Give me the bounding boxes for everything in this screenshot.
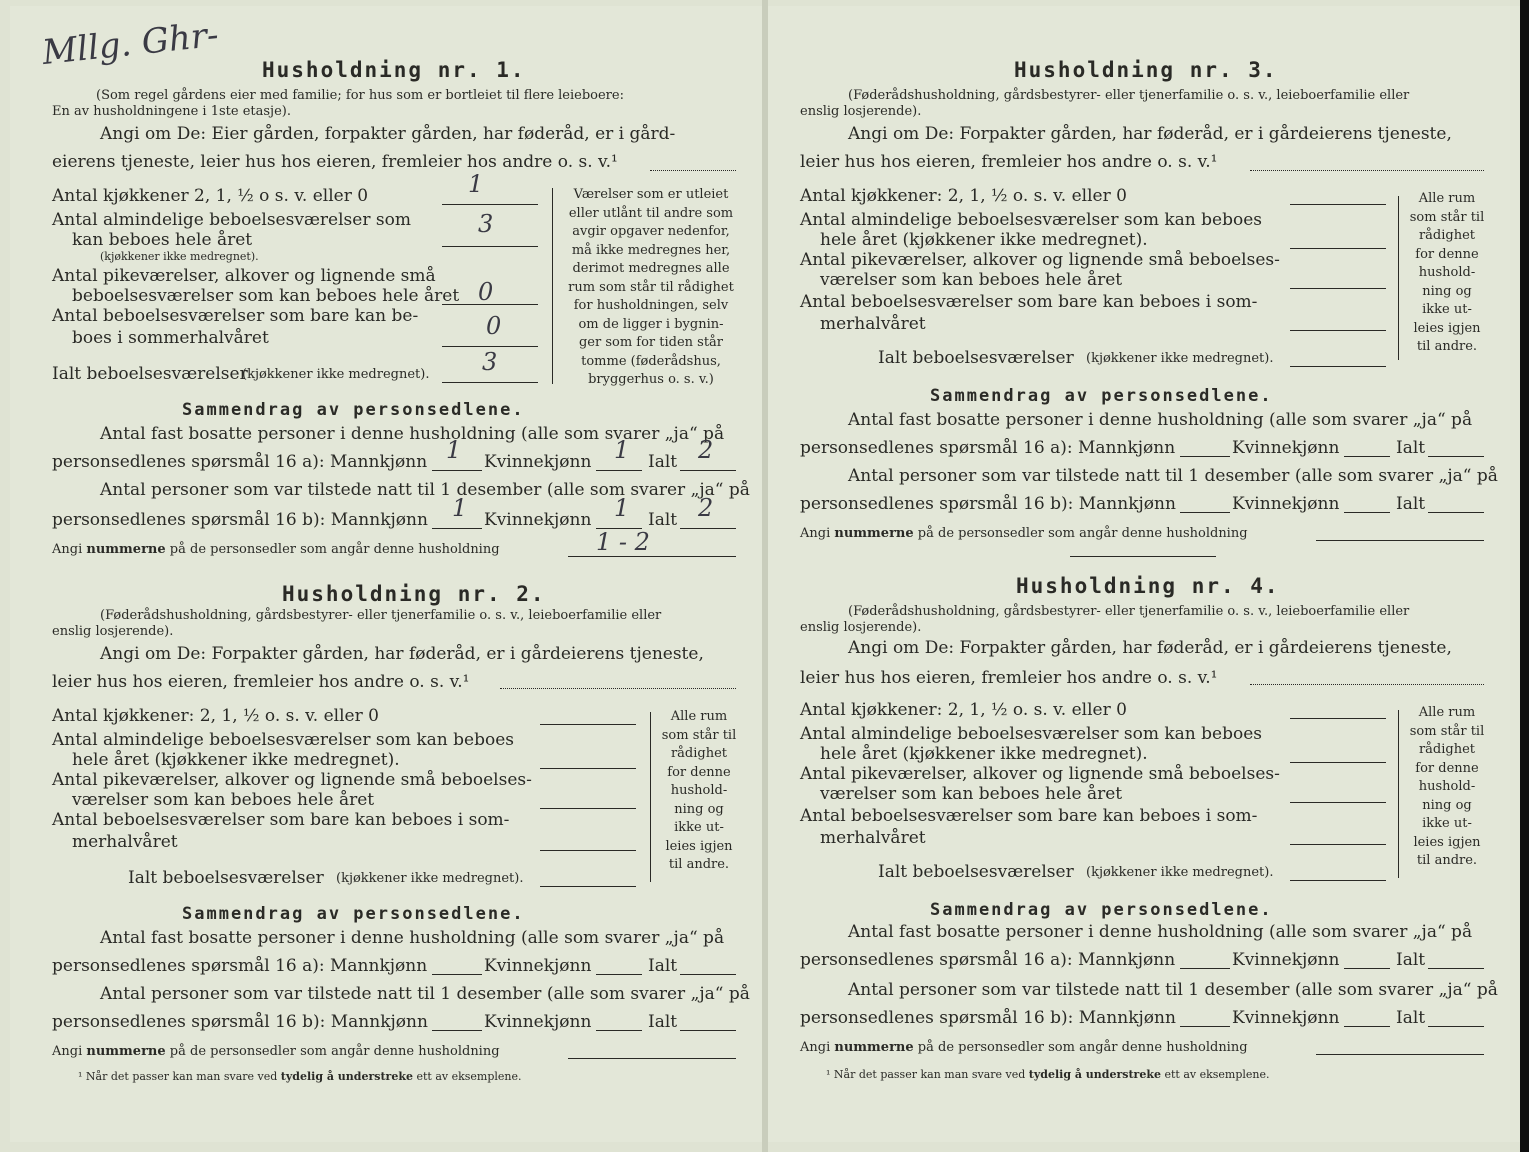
h1-side-note: Værelser som er utleiet eller utlånt til andre som avgir opgaver nedenfor, må ikke medregnes her, derimot medregnes alle rum som står til rådighet for husholdningen, selv om de ligger i bygnin- ger som for tiden står tomme (føderådshus, bryggerhus o. s. v.) [568,187,734,387]
h1-numbers-c: på de personsedler som angår denne husholdning [169,542,500,557]
h3-angi-line1: Angi om De: Forpakter gården, har føderåd, er i gårdeierens tjeneste, [848,124,1452,144]
h3-angi-line2: leier hus hos eieren, fremleier hos andre o. s. v.¹ [800,152,1218,172]
right-footnote [826,1068,1270,1081]
h2-maid-line1: Antal pikeværelser, alkover og lignende små beboelses- [52,770,532,790]
h1-maid-line2: beboelsesværelser som kan beboes hele året [72,286,460,306]
h4-pres-male-line[interactable] [1180,1026,1230,1027]
h1-res-female-line [596,470,642,471]
h1-angi-answer-line[interactable] [650,170,736,171]
h1-maid-line [442,304,538,305]
section-separator [1070,556,1216,557]
h2-resident-line1: Antal fast bosatte personer i denne husholdning (alle som svarer „ja“ på [100,928,725,948]
h1-numbers-label [52,542,500,557]
h3-rooms-line[interactable] [1290,248,1386,249]
h2-summer-line1: Antal beboelsesværelser som bare kan beboes i som- [52,810,510,830]
household-4-title: Husholdning nr. 4. [1016,574,1280,598]
h2-rooms-line[interactable] [540,768,636,769]
h3-maid-line[interactable] [1290,288,1386,289]
h4-present-line1: Antal personer som var tilstede natt til 1 desember (alle som svarer „ja“ på [848,980,1498,1000]
h4-maid-line2: værelser som kan beboes hele året [820,784,1123,804]
h1-kitchens-value: 1 [468,170,484,198]
h4-side-note: Alle rum som står til rådighet for denne hushold- ning og ikke ut- leies igjen til andre. [1409,705,1485,868]
h4-rooms-line1: Antal almindelige beboelsesværelser som kan beboes [800,724,1262,744]
h1-present-line1: Antal personer som var tilstede natt til 1 desember (alle som svarer „ja“ på [100,480,750,500]
h4-intro-line1: (Føderådshusholdning, gårdsbestyrer- eller tjenerfamilie o. s. v., leieboerfamilie eller [848,604,1410,619]
h3-summer-line[interactable] [1290,330,1386,331]
h1-summer-value: 0 [486,312,502,340]
h4-maid-line1: Antal pikeværelser, alkover og lignende små beboelses- [800,764,1280,784]
h2-brace [650,712,651,882]
h4-rooms-line2: hele året (kjøkkener ikke medregnet). [820,744,1148,764]
h3-pres-male-line[interactable] [1180,512,1230,513]
h3-maid-line2: værelser som kan beboes hele året [820,270,1123,290]
h1-numbers-value: 1 - 2 [596,528,650,556]
h3-resident-line2: personsedlenes spørsmål 16 a): Mannkjønn [800,438,1176,458]
h1-res-total-value: 2 [698,436,714,464]
h3-total-label: Ialt beboelsesværelser [878,348,1074,368]
h2-total-line[interactable] [540,886,636,887]
h1-pres-total-line [680,528,736,529]
h2-intro-line2: enslig losjerende). [52,624,174,639]
h2-maid-line[interactable] [540,808,636,809]
h2-numbers-b: nummerne [86,1044,166,1059]
h2-numbers-label [52,1044,500,1059]
right-footnote-c: ett av eksemplene. [1164,1068,1270,1081]
h1-pres-male-line [432,528,482,529]
h2-total-label: Ialt beboelsesværelser [128,868,324,888]
h1-rooms-value: 3 [478,210,494,238]
h3-brace [1398,196,1399,360]
h4-res-male-line[interactable] [1180,968,1230,969]
h3-pres-total-label: Ialt [1396,494,1426,514]
h1-total-label: Ialt beboelsesværelser [52,364,248,384]
h3-present-line1: Antal personer som var tilstede natt til 1 desember (alle som svarer „ja“ på [848,466,1498,486]
h2-kitchens-label: Antal kjøkkener: 2, 1, ½ o. s. v. eller 0 [52,706,379,726]
h2-angi-line1: Angi om De: Forpakter gården, har føderåd, er i gårdeierens tjeneste, [100,644,704,664]
left-footnote-a: ¹ Når det passer kan man svare ved [78,1070,278,1083]
left-footnote-b: tydelig å understreke [280,1070,413,1083]
left-footnote-c: ett av eksemplene. [416,1070,522,1083]
page-fold [762,0,768,1152]
household-3-title: Husholdning nr. 3. [1014,58,1278,82]
h3-res-female-line[interactable] [1344,456,1390,457]
h1-res-male-line [432,470,482,471]
h1-total-value: 3 [482,348,498,376]
h1-intro-line2: En av husholdningene i 1ste etasje). [52,104,291,119]
h2-res-male-line[interactable] [432,974,482,975]
h1-resident-line1: Antal fast bosatte personer i denne husholdning (alle som svarer „ja“ på [100,424,725,444]
h1-present-line2: personsedlenes spørsmål 16 b): Mannkjønn [52,510,428,530]
h3-side-note: Alle rum som står til rådighet for denne hushold- ning og ikke ut- leies igjen til andre. [1409,191,1485,354]
h4-angi-answer-line[interactable] [1250,684,1484,685]
h4-total-note: (kjøkkener ikke medregnet). [1086,865,1274,880]
h2-pres-male-line[interactable] [432,1030,482,1031]
h4-numbers-line[interactable] [1316,1054,1484,1055]
h1-resident-line2: personsedlenes spørsmål 16 a): Mannkjønn [52,452,428,472]
h1-brace [552,188,553,384]
h1-summary-title: Sammendrag av personsedlene. [182,400,525,420]
h2-pres-total-line[interactable] [680,1030,736,1031]
h3-rooms-line1: Antal almindelige beboelsesværelser som kan beboes [800,210,1262,230]
h3-numbers-c: på de personsedler som angår denne husholdning [917,526,1248,541]
h1-total-note: (kjøkkener ikke medregnet). [242,367,430,382]
h4-kitchens-label: Antal kjøkkener: 2, 1, ½ o. s. v. eller 0 [800,700,1127,720]
h3-kitchens-line[interactable] [1290,204,1386,205]
h3-summary-title: Sammendrag av personsedlene. [930,386,1273,406]
h4-intro-line2: enslig losjerende). [800,620,922,635]
h1-pres-female-label: Kvinnekjønn [484,510,592,530]
h2-summary-title: Sammendrag av personsedlene. [182,904,525,924]
h4-pres-female-label: Kvinnekjønn [1232,1008,1340,1028]
h4-numbers-c: på de personsedler som angår denne husholdning [917,1040,1248,1055]
h4-pres-total-line[interactable] [1428,1026,1484,1027]
h3-total-line[interactable] [1290,366,1386,367]
h3-kitchens-label: Antal kjøkkener: 2, 1, ½ o. s. v. eller 0 [800,186,1127,206]
h1-summer-line1: Antal beboelsesværelser som bare kan be- [52,306,419,326]
h1-kitchens-label: Antal kjøkkener 2, 1, ½ o s. v. eller 0 [52,186,369,206]
h3-numbers-line[interactable] [1316,540,1484,541]
h2-present-line2: personsedlenes spørsmål 16 b): Mannkjønn [52,1012,428,1032]
h1-total-line [442,382,538,383]
household-2-title: Husholdning nr. 2. [282,582,546,606]
h2-maid-line2: værelser som kan beboes hele året [72,790,375,810]
h1-kitchens-line [442,204,538,205]
h3-numbers-a: Angi [800,526,831,541]
h2-numbers-line[interactable] [568,1058,736,1059]
h2-res-total-label: Ialt [648,956,678,976]
h1-res-total-line [680,470,736,471]
h3-rooms-line2: hele året (kjøkkener ikke medregnet). [820,230,1148,250]
h3-res-total-label: Ialt [1396,438,1426,458]
h1-res-female-value: 1 [614,436,630,464]
h3-pres-female-line[interactable] [1344,512,1390,513]
h4-resident-line2: personsedlenes spørsmål 16 a): Mannkjønn [800,950,1176,970]
h4-angi-line2: leier hus hos eieren, fremleier hos andre o. s. v.¹ [800,668,1218,688]
h4-summer-line2: merhalvåret [820,828,926,848]
h1-numbers-b: nummerne [86,542,166,557]
handwritten-annotation: Mllg. Ghr- [40,14,221,74]
h3-intro-line1: (Føderådshusholdning, gårdsbestyrer- eller tjenerfamilie o. s. v., leieboerfamilie eller [848,88,1410,103]
h4-res-female-label: Kvinnekjønn [1232,950,1340,970]
right-footnote-b: tydelig å understreke [1028,1068,1161,1081]
h3-summer-line1: Antal beboelsesværelser som bare kan beboes i som- [800,292,1258,312]
h1-intro-line1: (Som regel gårdens eier med familie; for hus som er bortleiet til flere leieboere: [96,88,624,103]
h1-pres-female-value: 1 [614,494,630,522]
h1-angi-line2: eierens tjeneste, leier hus hos eieren, fremleier hos andre o. s. v.¹ [52,152,618,172]
h1-res-total-label: Ialt [648,452,678,472]
h2-side-note: Alle rum som står til rådighet for denne hushold- ning og ikke ut- leies igjen til andre. [661,709,737,872]
h1-rooms-line [442,246,538,247]
h2-res-total-line[interactable] [680,974,736,975]
right-footnote-a: ¹ Når det passer kan man svare ved [826,1068,1026,1081]
h4-pres-female-line[interactable] [1344,1026,1390,1027]
h4-numbers-a: Angi [800,1040,831,1055]
h2-res-female-label: Kvinnekjønn [484,956,592,976]
h1-angi-line1: Angi om De: Eier gården, forpakter gården, har føderåd, er i gård- [100,124,676,144]
h3-res-female-label: Kvinnekjønn [1232,438,1340,458]
h2-pres-female-label: Kvinnekjønn [484,1012,592,1032]
h2-intro-line1: (Føderådshusholdning, gårdsbestyrer- eller tjenerfamilie o. s. v., leieboerfamilie eller [100,608,662,623]
h3-intro-line2: enslig losjerende). [800,104,922,119]
h4-total-line[interactable] [1290,880,1386,881]
h4-kitchens-line[interactable] [1290,718,1386,719]
h1-pres-male-value: 1 [452,494,468,522]
h4-res-female-line[interactable] [1344,968,1390,969]
h1-rooms-line3: (kjøkkener ikke medregnet). [100,250,259,263]
h3-total-note: (kjøkkener ikke medregnet). [1086,351,1274,366]
h2-angi-line2: leier hus hos eieren, fremleier hos andre o. s. v.¹ [52,672,470,692]
h2-rooms-line2: hele året (kjøkkener ikke medregnet). [72,750,400,770]
h4-rooms-line[interactable] [1290,762,1386,763]
h4-res-total-label: Ialt [1396,950,1426,970]
h3-present-line2: personsedlenes spørsmål 16 b): Mannkjønn [800,494,1176,514]
h3-res-total-line[interactable] [1428,456,1484,457]
h3-res-male-line[interactable] [1180,456,1230,457]
h2-summer-line[interactable] [540,850,636,851]
h4-summer-line1: Antal beboelsesværelser som bare kan beboes i som- [800,806,1258,826]
h2-angi-answer-line[interactable] [500,688,736,689]
h2-numbers-c: på de personsedler som angår denne husholdning [169,1044,500,1059]
h4-angi-line1: Angi om De: Forpakter gården, har føderåd, er i gårdeierens tjeneste, [848,638,1452,658]
h3-numbers-label [800,526,1248,541]
h2-rooms-line1: Antal almindelige beboelsesværelser som kan beboes [52,730,514,750]
h1-numbers-line [568,556,736,557]
h4-summary-title: Sammendrag av personsedlene. [930,900,1273,920]
h4-total-label: Ialt beboelsesværelser [878,862,1074,882]
h2-pres-female-line[interactable] [596,1030,642,1031]
h1-maid-line1: Antal pikeværelser, alkover og lignende små [52,266,436,286]
h2-total-note: (kjøkkener ikke medregnet). [336,871,524,886]
h3-maid-line1: Antal pikeværelser, alkover og lignende små beboelses- [800,250,1280,270]
h1-pres-total-value: 2 [698,494,714,522]
h1-rooms-line1: Antal almindelige beboelsesværelser som [52,210,411,230]
h3-numbers-b: nummerne [834,526,914,541]
h4-summer-line[interactable] [1290,844,1386,845]
h3-pres-female-label: Kvinnekjønn [1232,494,1340,514]
h1-res-male-value: 1 [446,436,462,464]
h4-present-line2: personsedlenes spørsmål 16 b): Mannkjønn [800,1008,1176,1028]
h3-pres-total-line[interactable] [1428,512,1484,513]
h3-angi-answer-line[interactable] [1250,170,1484,171]
h4-brace [1398,710,1399,878]
h3-summer-line2: merhalvåret [820,314,926,334]
h2-summer-line2: merhalvåret [72,832,178,852]
left-footnote [78,1070,522,1083]
h1-maid-value: 0 [478,278,494,306]
h3-resident-line1: Antal fast bosatte personer i denne husholdning (alle som svarer „ja“ på [848,410,1473,430]
h2-res-female-line[interactable] [596,974,642,975]
h4-pres-total-label: Ialt [1396,1008,1426,1028]
h4-numbers-b: nummerne [834,1040,914,1055]
h4-maid-line[interactable] [1290,802,1386,803]
h2-pres-total-label: Ialt [648,1012,678,1032]
h1-summer-line2: boes i sommerhalvåret [72,328,269,348]
h2-present-line1: Antal personer som var tilstede natt til 1 desember (alle som svarer „ja“ på [100,984,750,1004]
h1-rooms-line2: kan beboes hele året [72,230,253,250]
h4-res-total-line[interactable] [1428,968,1484,969]
scan-edge [1520,0,1529,1152]
h2-kitchens-line[interactable] [540,724,636,725]
h4-resident-line1: Antal fast bosatte personer i denne husholdning (alle som svarer „ja“ på [848,922,1473,942]
h2-resident-line2: personsedlenes spørsmål 16 a): Mannkjønn [52,956,428,976]
h2-numbers-a: Angi [52,1044,83,1059]
household-1-title: Husholdning nr. 1. [262,58,526,82]
h1-summer-line [442,346,538,347]
h4-numbers-label [800,1040,1248,1055]
h1-numbers-a: Angi [52,542,83,557]
h1-res-female-label: Kvinnekjønn [484,452,592,472]
h1-pres-total-label: Ialt [648,510,678,530]
